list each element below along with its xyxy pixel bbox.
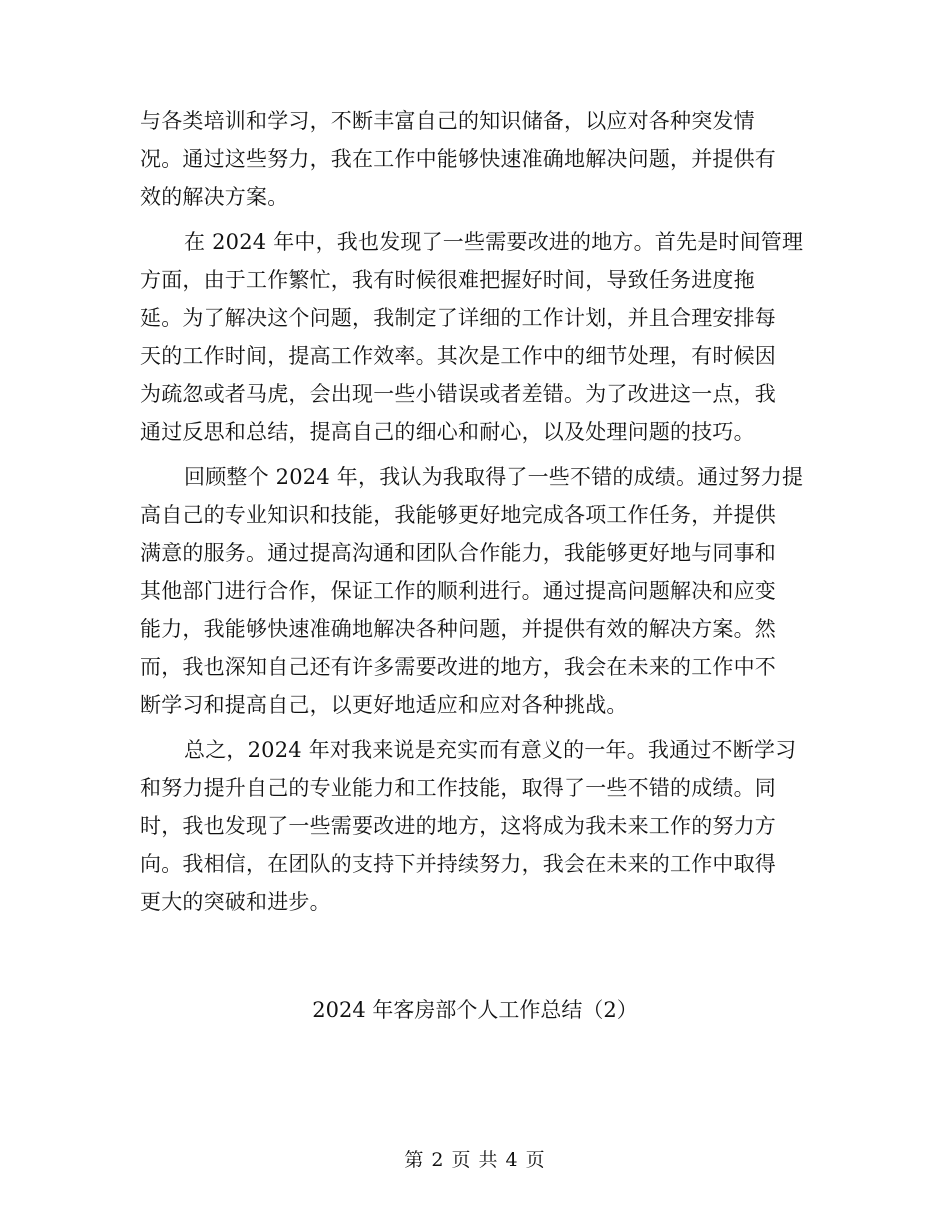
text-line: 和努力提升自己的专业能力和工作技能，取得了一些不错的成绩。同 [140, 776, 776, 800]
page-footer: 第 2 页 共 4 页 [404, 1149, 546, 1171]
text-line: 在 2024 年中，我也发现了一些需要改进的地方。首先是时间管理 [184, 230, 804, 254]
text-line: 方面，由于工作繁忙，我有时候很难把握好时间，导致任务进度拖 [140, 268, 755, 292]
text-line: 能力，我能够快速准确地解决各种问题，并提供有效的解决方案。然 [140, 617, 776, 641]
paragraph-3 [140, 458, 810, 724]
paragraph-2 [140, 223, 810, 451]
text-line: 况。通过这些努力，我在工作中能够快速准确地解决问题，并提供有 [140, 147, 776, 171]
text-line: 高自己的专业知识和技能，我能够更好地完成各项工作任务，并提供 [140, 503, 776, 527]
text-line: 与各类培训和学习，不断丰富自己的知识储备，以应对各种突发情 [140, 109, 755, 133]
paragraph-gap [140, 216, 810, 223]
text-line: 延。为了解决这个问题，我制定了详细的工作计划，并且合理安排每 [140, 306, 776, 330]
text-line: 满意的服务。通过提高沟通和团队合作能力，我能够更好地与同事和 [140, 541, 776, 565]
paragraph-gap [140, 724, 810, 731]
body-text [140, 102, 810, 921]
text-line: 通过反思和总结，提高自己的细心和耐心，以及处理问题的技巧。 [140, 420, 755, 444]
paragraph-1 [140, 102, 810, 216]
text-line: 时，我也发现了一些需要改进的地方，这将成为我未来工作的努力方 [140, 814, 776, 838]
section-heading: 2024 年客房部个人工作总结（2） [312, 998, 638, 1022]
text-line: 天的工作时间，提高工作效率。其次是工作中的细节处理，有时候因 [140, 344, 776, 368]
text-line: 效的解决方案。 [140, 185, 289, 209]
text-line: 回顾整个 2024 年，我认为我取得了一些不错的成绩。通过努力提 [184, 465, 804, 489]
paragraph-gap [140, 451, 810, 458]
text-line: 更大的突破和进步。 [140, 890, 331, 914]
text-line: 为疏忽或者马虎，会出现一些小错误或者差错。为了改进这一点，我 [140, 382, 776, 406]
text-line: 其他部门进行合作，保证工作的顺利进行。通过提高问题解决和应变 [140, 579, 776, 603]
text-line: 断学习和提高自己，以更好地适应和应对各种挑战。 [140, 693, 628, 717]
text-line: 向。我相信，在团队的支持下并持续努力，我会在未来的工作中取得 [140, 852, 776, 876]
text-line: 总之，2024 年对我来说是充实而有意义的一年。我通过不断学习 [184, 738, 797, 762]
text-line: 而，我也深知自己还有许多需要改进的地方，我会在未来的工作中不 [140, 655, 776, 679]
paragraph-4 [140, 731, 810, 921]
